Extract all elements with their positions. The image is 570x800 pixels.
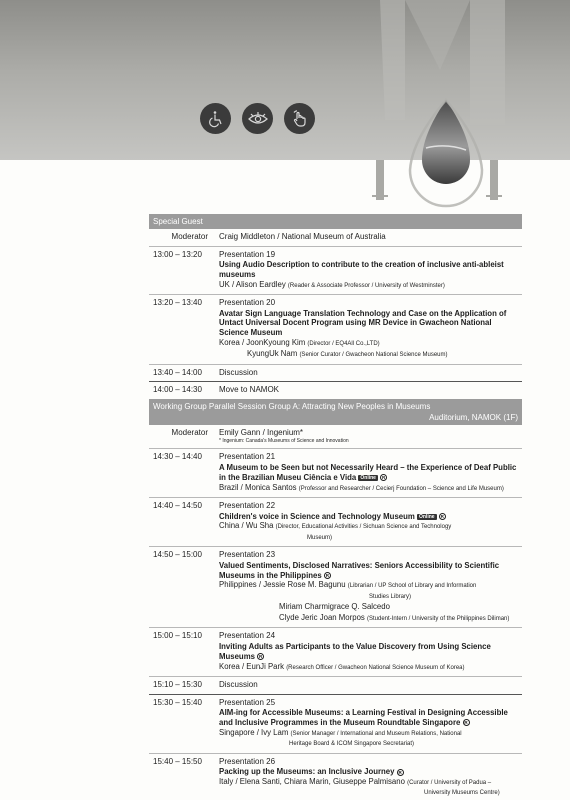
recorded-icon: R bbox=[259, 654, 263, 660]
presentation-26: 15:40 – 15:50 Presentation 26 Packing up the Museums: an Inclusive Journey R Italy / Elena Santi, Chiara Marin, Giuseppe Palmisano (Curator / University of Padua – University Museums Centre) bbox=[153, 756, 500, 797]
presentation-19: 13:00 – 13:20 Presentation 19 Using Audio Description to contribute to the creation of inclusive anti-ableist museums UK / Alison Eardley (Reader & Associate Professor / University of Westminster) bbox=[153, 249, 504, 289]
recorded-icon: R bbox=[325, 573, 329, 579]
recorded-icon: R bbox=[398, 769, 402, 775]
discussion-row-2: 15:10 – 15:30 Discussion bbox=[153, 680, 258, 690]
presentation-21: 14:30 – 14:40 Presentation 21 A Museum to be Seen but not Necessarily Heard – the Experience of Deaf Public in the Brazilian Museu Ciência e Vida Online R Brazil / Monica Santos (Professor and Researcher / Cecierj Foundation – Science and Life Museum) bbox=[153, 452, 517, 492]
presentation-20: 13:20 – 13:40 Presentation 20 Avatar Sign Language Translation Technology and Case on the Application of Untact Universal Docent Program using MR Device in Gwacheon National Science Museum Korea / JoonKyoung Kim (Director / EQ4All Co.,LTD) KyungUk Nam (Senior Curator / Gwacheon National Science Museum) bbox=[153, 298, 507, 359]
move-row: 14:00 – 14:30 Move to NAMOK bbox=[153, 385, 280, 395]
recorded-icon: R bbox=[440, 514, 444, 520]
online-badge: Online bbox=[360, 474, 376, 481]
presentation-25: 15:30 – 15:40 Presentation 25 AIM-ing for Accessible Museums: a Learning Festival in Designing Accessible and Inclusive Programmes in the Museum Roundtable Singapore R Singapore / Ivy Lam (Senior Manager / International and Museum Relations, National Heritage Board & ICOM Singapore Secretariat) bbox=[153, 697, 508, 748]
online-badge: Online bbox=[418, 513, 435, 520]
discussion-row-1: 13:40 – 14:00 Discussion bbox=[153, 367, 258, 377]
recorded-icon: R bbox=[464, 720, 468, 726]
section-band-group-a: Working Group Parallel Session Group A: Attracting New Peoples in Museums Auditorium, NAMOK (1F) bbox=[149, 399, 522, 425]
presentation-24: 15:00 – 15:10 Presentation 24 Inviting Adults as Participants to the Value Discovery from Using Science Museums R Korea / EunJi Park (Research Officer / Gwacheon National Science Museum of Korea) bbox=[153, 631, 491, 671]
presentation-22: 14:40 – 14:50 Presentation 22 Children's voice in Science and Technology Museum Online R China / Wu Sha (Director, Educational Activities / Sichuan Science and Technology Museum) bbox=[153, 501, 452, 541]
program-schedule bbox=[149, 214, 522, 800]
moderator-row: Moderator Craig Middleton / National Museum of Australia bbox=[171, 232, 386, 241]
moderator-row-2: Moderator Emily Gann / Ingenium* * Ingenium: Canada's Museums of Science and Innovation bbox=[171, 427, 349, 445]
recorded-icon: R bbox=[382, 475, 386, 481]
presentation-23: 14:50 – 15:00 Presentation 23 Valued Sentiments, Disclosed Narratives: Seniors Accessibility to Scientific Museums in the Philippines R Philippines / Jessie Rose M. Bagunu (Librarian / UP School of Library and Information Studies Library) Miriam Charmigrace Q. Salcedo Clyde Jeric Joan Morpos (Student-Intern / University of the Philippines Diliman) bbox=[153, 550, 510, 622]
section-band-special-guest: Special Guest bbox=[149, 214, 522, 229]
drop-letter-mark bbox=[0, 0, 570, 210]
